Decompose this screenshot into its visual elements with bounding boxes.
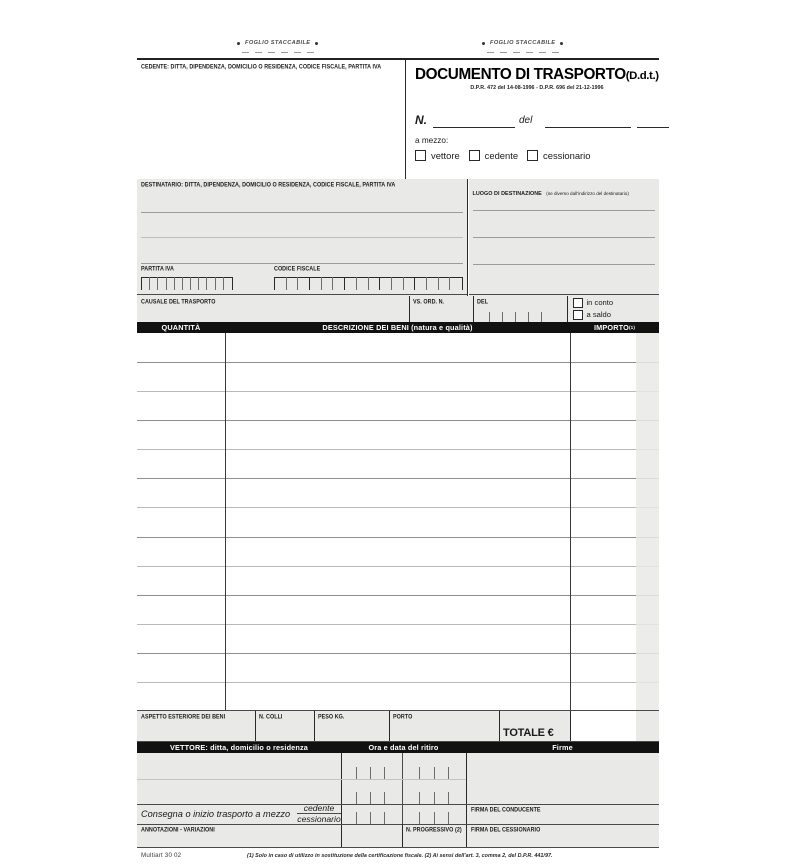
tick-cell[interactable] [405,792,420,804]
comb-cell[interactable] [369,277,381,290]
goods-row-line [137,653,659,654]
amount-column-divider [570,333,571,711]
pickup-hour-date-divider [402,753,403,824]
tick-cell[interactable] [371,767,385,779]
in-conto-label: in conto [586,298,614,308]
comb-cell[interactable] [427,277,439,290]
tick-cell[interactable] [435,812,450,824]
tick-cell[interactable] [490,312,503,322]
comb-cell[interactable] [150,277,158,290]
tick-cell[interactable] [371,812,385,824]
recipient-line-3 [141,263,463,264]
goods-row-line [137,566,659,567]
by-means-options [415,147,659,165]
pickup-date-comb-2[interactable] [405,792,464,804]
tick-cell[interactable] [503,312,516,322]
tick-cell[interactable] [405,812,420,824]
reason-order-divider [409,296,410,322]
band-pickup: Ora e data del ritiro [368,743,439,752]
payment-options-divider [567,296,568,322]
goods-table-header [137,322,659,333]
comb-cell[interactable] [392,277,404,290]
recipient-line-2 [141,237,463,238]
vat-input-comb[interactable] [141,277,233,290]
number-label: N. [415,112,427,127]
checkbox-a-saldo[interactable] [573,310,611,320]
tick-cell[interactable] [385,792,399,804]
tick-cell[interactable] [420,812,435,824]
transport-reason-section [137,296,659,322]
header-description: DESCRIZIONE DEI BENI (natura e qualità) [322,323,473,332]
tick-cell[interactable] [343,767,357,779]
appearance-label: ASPETTO ESTERIORE DEI BENI [141,714,226,721]
pickup-hour-comb-1[interactable] [343,767,399,779]
tick-cell[interactable] [357,767,371,779]
order-date-comb[interactable] [477,312,555,322]
destination-line-1 [473,210,655,211]
transport-reason-label: CAUSALE DEL TRASPORTO [141,299,216,306]
goods-row-line [137,478,659,479]
date-label: del [519,114,533,126]
title-main-text: DOCUMENTO DI TRASPORTO [415,65,626,83]
tick-cell[interactable] [529,312,542,322]
comb-cell[interactable] [287,277,299,290]
number-date-row [415,108,659,132]
pickup-line-1 [341,779,466,780]
quantity-column-divider [225,333,226,711]
detach-label-right: FOGLIO STACCABILE [490,39,556,47]
destination-bottom-border [469,294,660,295]
destination-label-wrap [473,182,629,200]
perforation-dash-right [487,52,559,53]
order-date-divider [473,296,474,322]
comb-cell[interactable] [298,277,310,290]
packages-divider [255,711,256,742]
packages-label: N. COLLI [259,714,283,721]
date-input-line[interactable] [545,127,631,128]
amount-decimals-strip [636,333,659,711]
footer-notes: (1) Solo in caso di utilizzo in sostituzione della certificazione fiscale. (2) Ai sensi dell'art. 3, comma 2, del D.P.R. 441/97. [247,852,553,859]
checkbox-icon[interactable] [415,150,426,161]
pickup-hour-comb-3[interactable] [343,812,399,824]
sender-label: CEDENTE: DITTA, DIPENDENZA, DOMICILIO O RESIDENZA, CODICE FISCALE, PARTITA IVA [141,63,382,71]
bullet-icon [237,41,240,44]
comb-cell[interactable] [207,277,215,290]
tick-cell[interactable] [516,312,529,322]
tick-cell[interactable] [477,312,490,322]
band-carrier: VETTORE: ditta, domicilio o residenza [170,743,308,752]
tick-cell[interactable] [405,767,420,779]
product-code: Multiart 30 02 [141,852,182,859]
comb-cell[interactable] [167,277,175,290]
band-signatures: Firme [552,743,573,752]
comb-cell[interactable] [199,277,207,290]
detach-marker-right [482,40,563,46]
comb-cell[interactable] [333,277,345,290]
number-input-line[interactable] [433,127,515,128]
progressive-divider [402,824,403,848]
by-means-label: a mezzo: [415,135,449,145]
carrier-line-1 [137,779,341,780]
destination-label-note: (se diverso dall'indirizzo del destinatario) [546,190,629,196]
notes-label: ANNOTAZIONI - VARIAZIONI [141,827,215,834]
recipient-section [137,179,659,296]
pickup-date-comb-1[interactable] [405,767,464,779]
checkbox-icon[interactable] [573,310,583,320]
fiscal-code-input-comb[interactable] [274,277,463,290]
pickup-date-comb-3[interactable] [405,812,464,824]
order-number-label: VS. ORD. N. [413,299,445,306]
tick-cell[interactable] [449,812,464,824]
tick-cell[interactable] [435,792,450,804]
perforation-markers [137,40,659,58]
tick-cell[interactable] [357,792,371,804]
goods-row-line [137,507,659,508]
bullet-icon [315,41,318,44]
pickup-signature-divider [466,753,467,848]
page-title [415,66,659,84]
comb-cell[interactable] [439,277,451,290]
checkbox-vettore-label: vettore [431,150,460,162]
header-amount-footnote: (1) [628,325,636,330]
carriage-divider [389,711,390,742]
progressive-label: N. PROGRESSIVO (2) [406,827,462,834]
goods-row-line [137,420,659,421]
notes-top-border [137,824,341,825]
tick-cell[interactable] [449,792,464,804]
header-amount-wrap [570,322,659,333]
tick-cell[interactable] [420,767,435,779]
total-value-field[interactable] [571,711,636,742]
tick-cell[interactable] [435,767,450,779]
delivery-option-cessionario[interactable]: cessionario [297,814,341,824]
tick-cell[interactable] [449,767,464,779]
carriage-label: PORTO [393,714,413,721]
goods-row-line [137,595,659,596]
comb-cell[interactable] [142,277,150,290]
lower-section [137,753,659,848]
comb-cell[interactable] [345,277,357,290]
comb-cell[interactable] [357,277,369,290]
comb-cell[interactable] [450,277,462,290]
comb-cell[interactable] [224,277,232,290]
fiscal-code-label: CODICE FISCALE [274,265,321,273]
transferee-signature-label: FIRMA DEL CESSIONARIO [471,827,541,834]
weight-divider [314,711,315,742]
vat-label: PARTITA IVA [141,265,174,273]
comb-cell[interactable] [322,277,334,290]
legal-references: D.P.R. 472 del 14-08-1996 - D.P.R. 696 del 21-12-1996 [470,84,604,91]
pickup-line-2 [341,804,466,805]
detach-marker-left [237,40,318,46]
checkbox-vettore[interactable] [415,150,460,161]
comb-cell[interactable] [310,277,322,290]
goods-row-line [137,449,659,450]
recipient-block[interactable] [137,179,467,296]
tick-cell[interactable] [385,767,399,779]
driver-signature-label: FIRMA DEL CONDUCENTE [471,807,541,814]
recipient-bottom-border [137,294,467,295]
goods-row-line [137,537,659,538]
summary-section [137,711,659,742]
checkbox-icon[interactable] [527,150,538,161]
checkbox-in-conto[interactable] [573,298,613,308]
total-label: TOTALE € [503,727,554,739]
pickup-hour-comb-2[interactable] [343,792,399,804]
tick-cell[interactable] [343,792,357,804]
comb-cell[interactable] [275,277,287,290]
signature-line-2 [466,824,659,825]
destination-block[interactable] [469,179,660,296]
header-quantity: QUANTITÀ [161,323,201,332]
goods-row-line [137,682,659,683]
goods-table-body[interactable] [137,333,659,711]
sender-block[interactable] [137,60,405,179]
tick-cell[interactable] [357,812,371,824]
weight-label: PESO KG. [318,714,345,721]
lower-bottom-border [137,847,659,848]
comb-cell[interactable] [415,277,427,290]
comb-cell[interactable] [191,277,199,290]
header-section [137,60,659,179]
destination-line-2 [473,237,655,238]
bullet-icon [482,41,485,44]
destination-label: LUOGO DI DESTINAZIONE [472,190,542,197]
checkbox-cedente[interactable] [469,150,518,161]
comb-cell[interactable] [158,277,166,290]
comb-cell[interactable] [216,277,224,290]
goods-row-line [137,624,659,625]
total-divider [499,711,500,742]
comb-cell[interactable] [404,277,416,290]
checkbox-icon[interactable] [469,150,480,161]
comb-cell[interactable] [380,277,392,290]
a-saldo-label: a saldo [586,310,611,320]
footer-section [137,850,659,864]
comb-cell[interactable] [183,277,191,290]
recipient-label: DESTINATARIO: DITTA, DIPENDENZA, DOMICILIO O RESIDENZA, CODICE FISCALE, PARTITA IVA [141,181,396,189]
signature-line-1 [466,804,659,805]
order-date-label: DEL [477,299,488,306]
tick-cell[interactable] [420,792,435,804]
comb-cell[interactable] [175,277,183,290]
destination-line-3 [473,264,655,265]
checkbox-cessionario[interactable] [527,150,590,161]
perforation-dash-left [242,52,314,53]
carrier-pickup-divider [341,753,342,848]
delivery-option-cedente[interactable]: cedente [303,803,335,813]
pickup-line-3 [341,824,466,825]
bullet-icon [560,41,563,44]
detach-label-left: FOGLIO STACCABILE [245,39,311,47]
tick-cell[interactable] [371,792,385,804]
tick-cell[interactable] [343,812,357,824]
ddt-document-frame [137,58,659,859]
carrier-band [137,742,659,753]
tick-cell[interactable] [542,312,555,322]
extra-input-line[interactable] [637,127,669,128]
checkbox-cessionario-label: cessionario [543,150,591,162]
tick-cell[interactable] [385,812,399,824]
checkbox-cedente-label: cedente [484,150,519,162]
recipient-line-1 [141,212,463,213]
goods-row-line [137,362,659,363]
checkbox-icon[interactable] [573,298,583,308]
title-suffix-text: (D.d.t.) [625,69,659,82]
header-amount: IMPORTO [593,323,629,332]
goods-row-line [137,391,659,392]
title-block [405,60,659,179]
delivery-label: Consegna o inizio trasporto a mezzo [141,809,291,819]
